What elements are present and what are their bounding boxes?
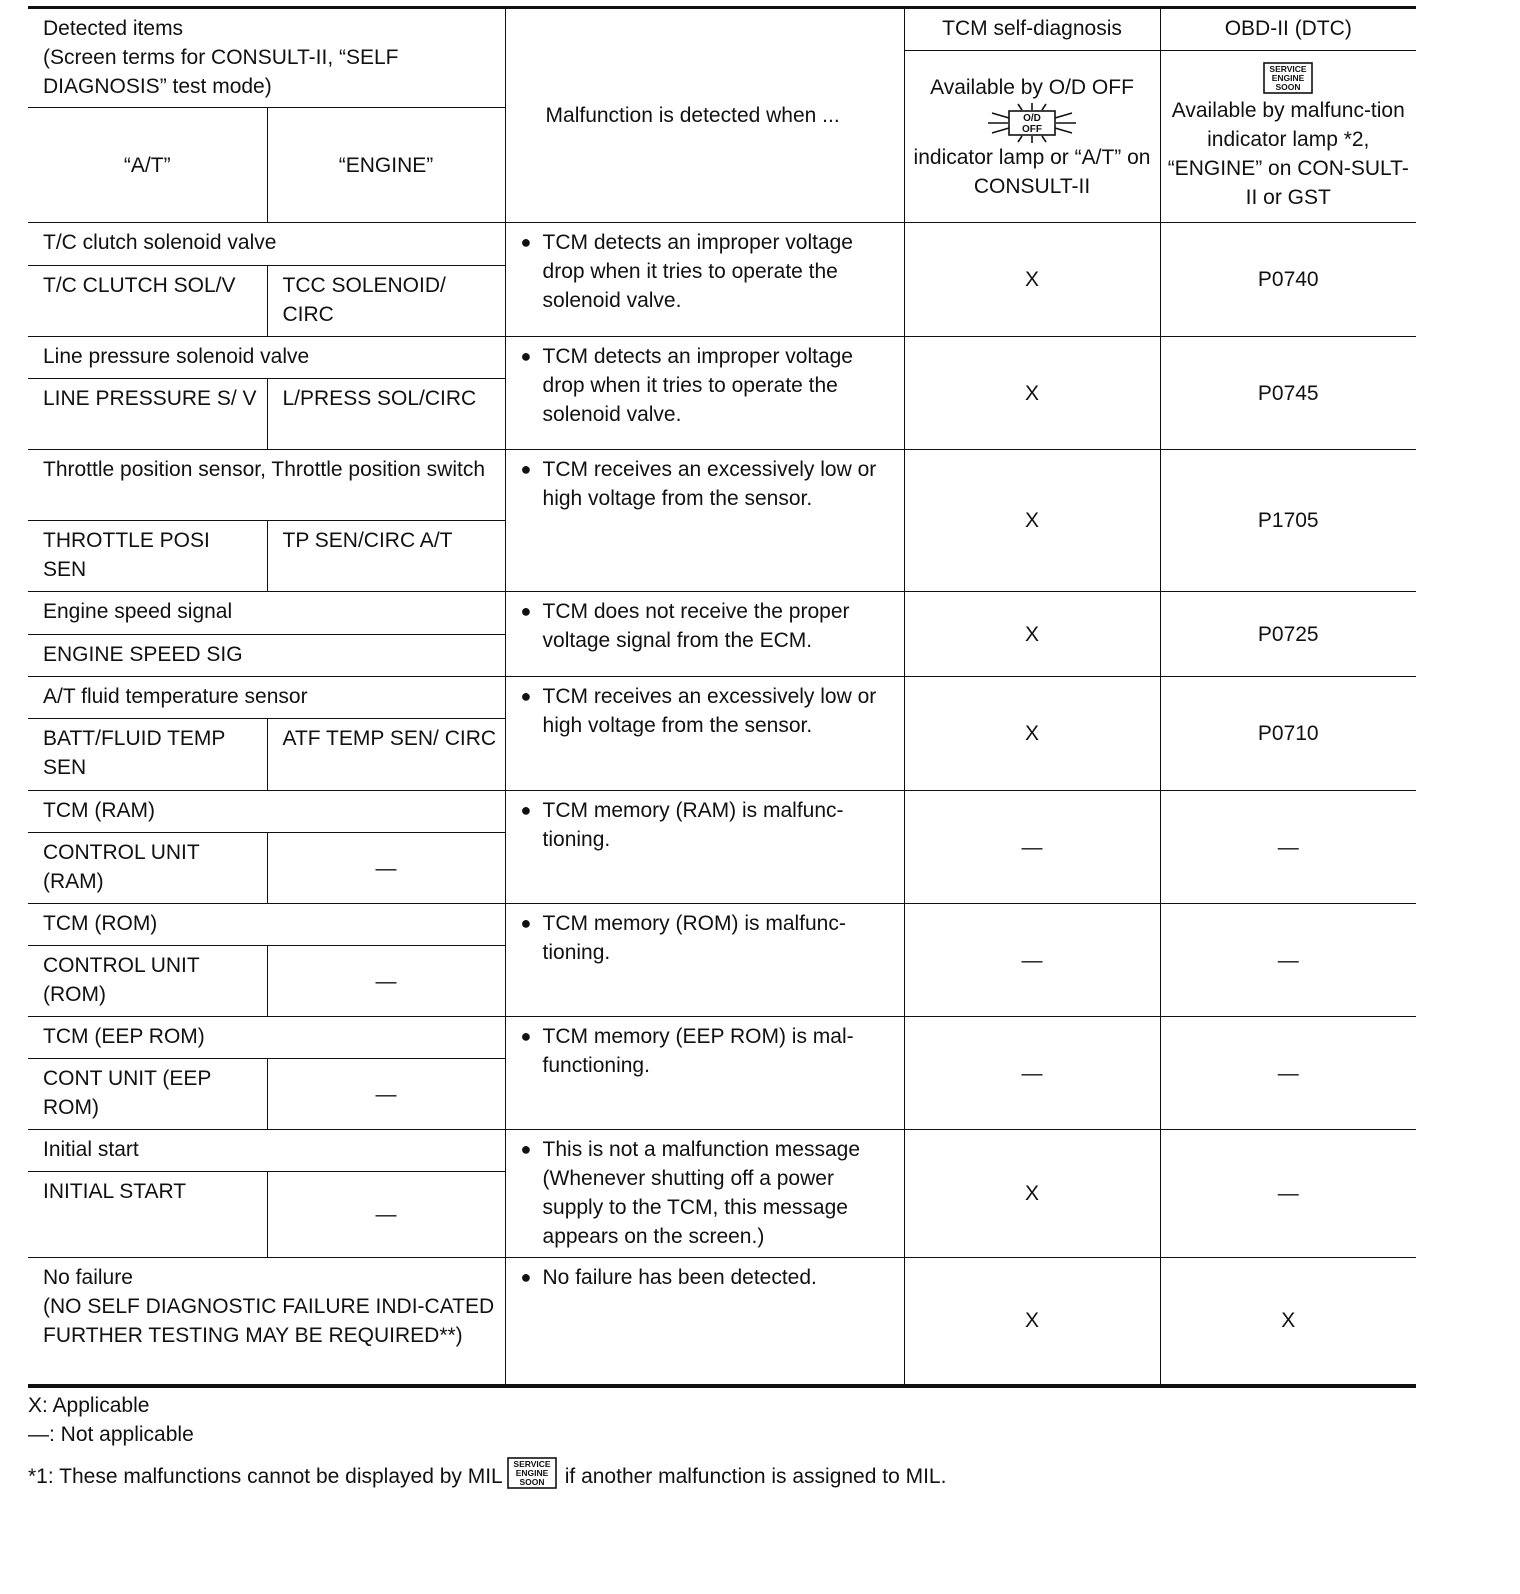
malfunction-cell: ● TCM memory (ROM) is malfunc-tioning. [505,904,904,1017]
tcm-value: X [904,337,1160,450]
item-name: TCM (EEP ROM) [28,1017,505,1059]
malfunction-cell: ● TCM receives an excessively low or high voltage from the sensor. [505,450,904,592]
detected-items-header: Detected items (Screen terms for CONSULT-II, “SELF DIAGNOSIS” test mode) [28,8,505,108]
tcm-value: X [904,1258,1160,1386]
ses-lamp-text-2: ENGINE [1271,72,1305,83]
malfunction-text: TCM detects an improper voltage drop when it tries to operate the solenoid valve. [542,345,853,426]
at-screen-term: T/C CLUTCH SOL/V [28,266,267,337]
tcm-value: — [904,904,1160,1017]
malfunction-cell: ● This is not a malfunction message (Whenever shutting off a power supply to the TCM, this message appears on the screen.) [505,1130,904,1258]
obd-availability-cell [1160,51,1416,223]
dtc-value: P0745 [1160,337,1416,450]
engine-screen-term: — [267,946,505,1017]
table-row [28,791,1416,833]
at-screen-term: THROTTLE POSI SEN [28,521,267,592]
malfunction-cell: ● TCM memory (EEP ROM) is mal-functioning. [505,1017,904,1130]
engine-screen-term: — [267,1059,505,1130]
engine-screen-term: L/PRESS SOL/CIRC [267,379,505,450]
tcm-availability-bottom: indicator lamp or “A/T” on CONSULT-II [913,145,1151,198]
ses-lamp-text-3: SOON [1275,81,1301,92]
malfunction-cell: ● No failure has been detected. [505,1258,904,1386]
service-engine-soon-lamp-icon [1263,62,1313,94]
tcm-availability-top: Available by O/D OFF [930,75,1134,99]
note-1-before: *1: These malfunctions cannot be displayed by MIL [28,1465,503,1488]
note-not-applicable: —: Not applicable [28,1423,194,1446]
mil-lamp-text-1: SERVICE [513,1459,551,1469]
table-row [28,904,1416,946]
table-row [28,677,1416,719]
dtc-value: P0710 [1160,677,1416,791]
malfunction-text: TCM receives an excessively low or high voltage from the sensor. [542,685,877,737]
engine-screen-term: — [267,833,505,904]
tcm-value: X [904,592,1160,677]
at-screen-term: INITIAL START [28,1172,267,1258]
dtc-value: — [1160,1130,1416,1258]
at-screen-term: BATT/FLUID TEMP SEN [28,719,267,791]
dtc-value: — [1160,1017,1416,1130]
note-1 [28,1457,1428,1491]
malfunction-cell: ● TCM memory (RAM) is malfunc-tioning. [505,791,904,904]
item-name: TCM (ROM) [28,904,505,946]
note-applicable: X: Applicable [28,1394,150,1417]
tcm-value: X [904,1130,1160,1258]
malfunction-cell: ● TCM detects an improper voltage drop when it tries to operate the solenoid valve. [505,337,904,450]
tcm-value: X [904,677,1160,791]
malfunction-text: TCM memory (RAM) is malfunc-tioning. [542,799,844,851]
malfunction-cell: ● TCM does not receive the proper voltage signal from the ECM. [505,592,904,677]
malfunction-text: TCM receives an excessively low or high voltage from the sensor. [542,458,877,510]
at-screen-term: LINE PRESSURE S/ V [28,379,267,450]
tcm-value: — [904,1017,1160,1130]
at-screen-term: CONTROL UNIT (RAM) [28,833,267,904]
tcm-value: X [904,223,1160,337]
table-row [28,592,1416,635]
od-lamp-text-2: OFF [1022,123,1043,135]
item-name: Engine speed signal [28,592,505,635]
item-name: Throttle position sensor, Throttle position switch [28,450,505,521]
item-name: No failure (NO SELF DIAGNOSTIC FAILURE INDI-CATED FURTHER TESTING MAY BE REQUIRED**) [28,1258,505,1386]
tcm-value: X [904,450,1160,592]
od-off-lamp-icon [984,103,1080,143]
mil-lamp-icon [507,1457,557,1489]
table-row [28,337,1416,379]
dtc-value: X [1160,1258,1416,1386]
obd-availability-text: Available by malfunc-tion indicator lamp *2, “ENGINE” on CON-SULT-II or GST [1167,98,1409,209]
at-screen-term: CONTROL UNIT (ROM) [28,946,267,1017]
malfunction-text: No failure has been detected. [542,1266,817,1289]
dtc-value: — [1160,791,1416,904]
self-diagnosis-table [28,6,1416,1388]
item-name: A/T fluid temperature sensor [28,677,505,719]
malfunction-cell: ● TCM detects an improper voltage drop when it tries to operate the solenoid valve. [505,223,904,337]
table-notes [28,1391,1428,1491]
table-row [28,223,1416,266]
at-screen-term: ENGINE SPEED SIG [28,635,505,677]
ses-lamp-text-1: SERVICE [1269,63,1307,74]
item-name: Line pressure solenoid valve [28,337,505,379]
engine-screen-term: TCC SOLENOID/ CIRC [267,266,505,337]
table-row [28,1258,1416,1386]
malfunction-text: TCM memory (EEP ROM) is mal-functioning. [542,1025,854,1077]
engine-screen-term: ATF TEMP SEN/ CIRC [267,719,505,791]
od-lamp-text-1: O/D [1023,112,1041,124]
note-1-after: if another malfunction is assigned to MIL. [564,1465,947,1488]
tcm-availability-cell [904,51,1160,223]
malfunction-text: This is not a malfunction message (Whenever shutting off a power supply to the TCM, this message appears on the screen.) [542,1138,860,1248]
table-row [28,450,1416,521]
malfunction-cell: ● TCM receives an excessively low or high voltage from the sensor. [505,677,904,791]
item-name: T/C clutch solenoid valve [28,223,505,266]
malfunction-text: TCM does not receive the proper voltage signal from the ECM. [542,600,850,652]
dtc-value: P0740 [1160,223,1416,337]
dtc-value: P1705 [1160,450,1416,592]
item-name: TCM (RAM) [28,791,505,833]
engine-column-header: “ENGINE” [267,108,505,223]
dtc-value: P0725 [1160,592,1416,677]
dtc-value: — [1160,904,1416,1017]
tcm-self-diagnosis-header: TCM self-diagnosis [904,8,1160,51]
malfunction-text: TCM memory (ROM) is malfunc-tioning. [542,912,846,964]
mil-lamp-text-2: ENGINE [515,1468,549,1478]
mil-lamp-text-3: SOON [519,1477,545,1487]
at-column-header: “A/T” [28,108,267,223]
malfunction-text: TCM detects an improper voltage drop when it tries to operate the solenoid valve. [542,231,853,312]
diagnosis-document [28,6,1416,1388]
engine-screen-term: TP SEN/CIRC A/T [267,521,505,592]
table-row [28,1130,1416,1172]
at-screen-term: CONT UNIT (EEP ROM) [28,1059,267,1130]
engine-screen-term: — [267,1172,505,1258]
table-row [28,1017,1416,1059]
malfunction-header: Malfunction is detected when ... [505,8,904,223]
obd-dtc-header: OBD-II (DTC) [1160,8,1416,51]
item-name: Initial start [28,1130,505,1172]
tcm-value: — [904,791,1160,904]
